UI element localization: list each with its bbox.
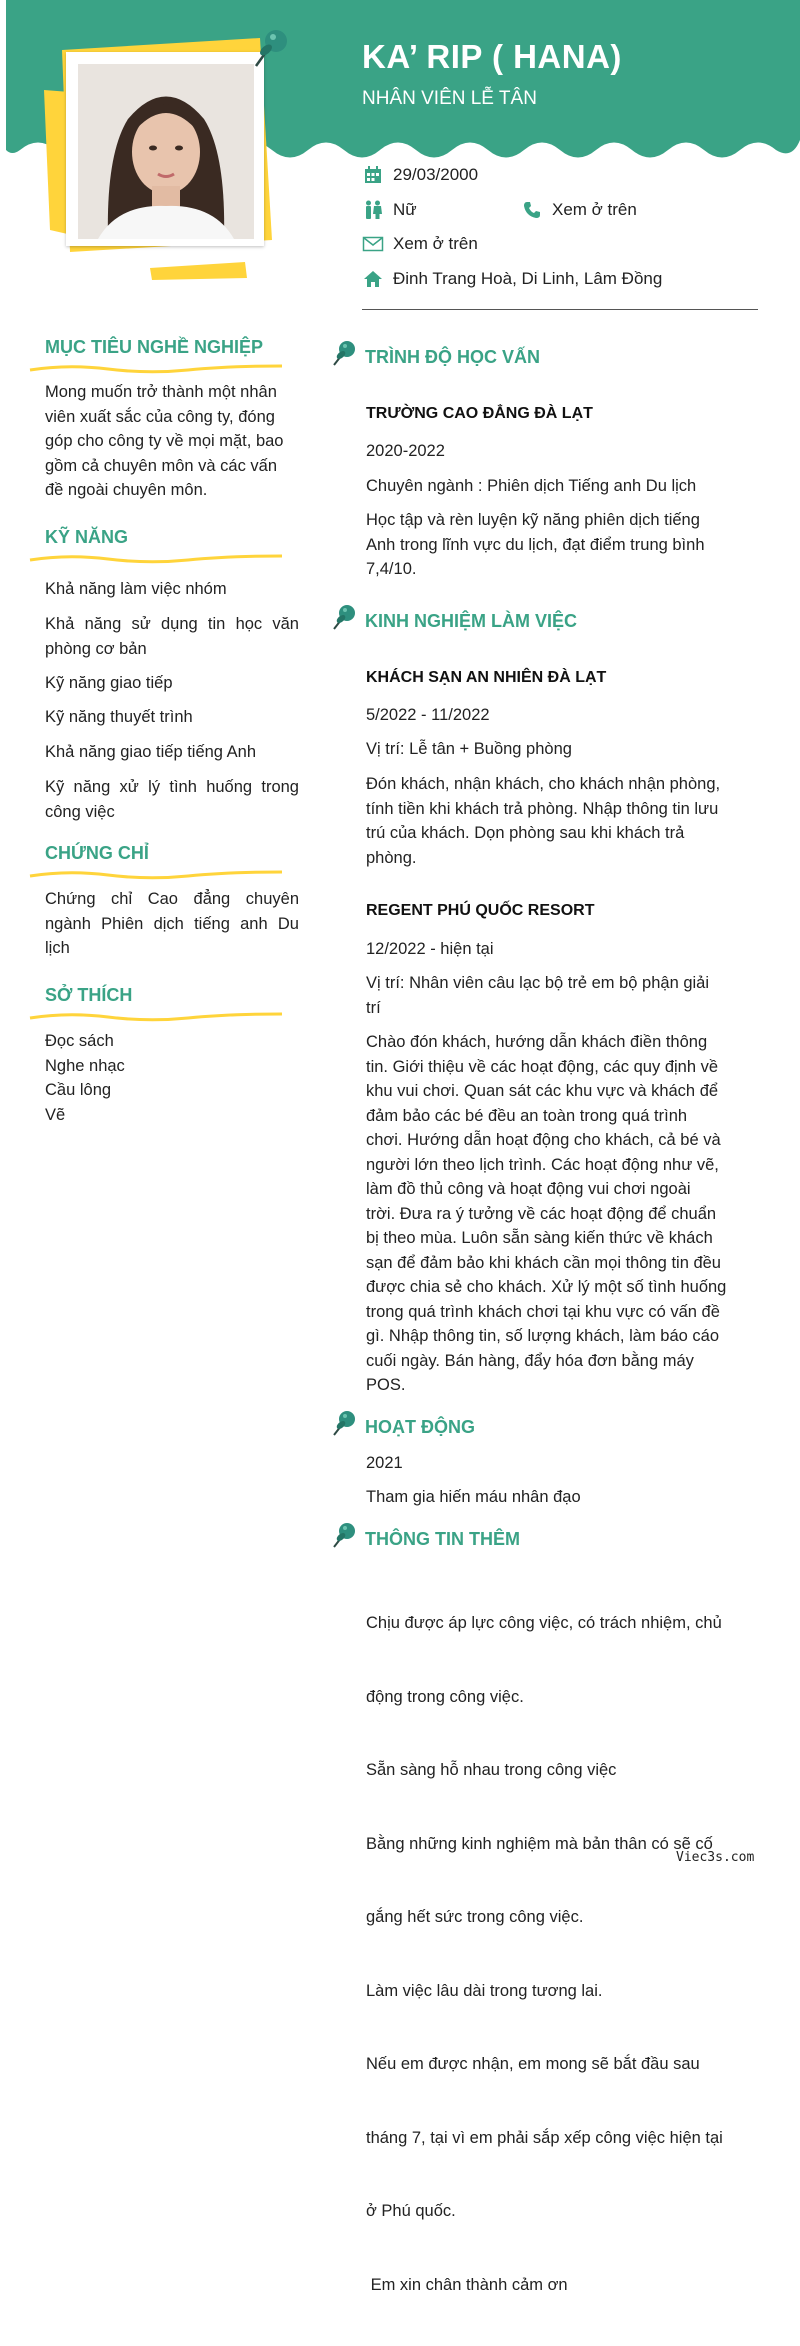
calendar-icon [362, 165, 384, 185]
footer-credit: Viec3s.com [676, 1850, 755, 1865]
certificates-underline [28, 868, 284, 882]
job-period: 5/2022 - 11/2022 [366, 706, 490, 724]
job-description: Đón khách, nhận khách, cho khách nhận phòng, tính tiền khi khách trả phòng. Nhập thông tin lưu trú của khách. Dọn phòng sau khi khách trả phòng. [366, 775, 721, 867]
hobbies-title: SỞ THÍCH [45, 985, 133, 1005]
skill-item: Kỹ năng giao tiếp [45, 674, 173, 692]
pushpin-icon [330, 1520, 358, 1550]
skill-item: Kỹ năng thuyết trình [45, 708, 193, 726]
activities-title: HOẠT ĐỘNG [365, 1417, 475, 1437]
job-period: 12/2022 - hiện tại [366, 940, 494, 958]
hobby-item: Đọc sách [45, 1032, 114, 1050]
objective-underline [28, 362, 284, 376]
pushpin-icon [330, 1408, 358, 1438]
skill-item: Kỹ năng xử lý tình huống trong công việc [45, 778, 299, 821]
skills-title: KỸ NĂNG [45, 527, 129, 547]
gender-icon [362, 200, 384, 220]
more-info-title: THÔNG TIN THÊM [365, 1529, 520, 1549]
home-icon [362, 269, 384, 289]
birthday: 29/03/2000 [362, 165, 478, 185]
phone-icon [521, 200, 543, 220]
skill-item: Khả năng sử dụng tin học văn phòng cơ bản [45, 615, 299, 658]
hobby-item: Cầu lông [45, 1081, 112, 1099]
hobbies-list [45, 1029, 299, 1127]
email: Xem ở trên [362, 234, 478, 254]
skill-item: Khả năng giao tiếp tiếng Anh [45, 743, 257, 761]
job-company: REGENT PHÚ QUỐC RESORT [366, 902, 595, 919]
school-name: TRƯỜNG CAO ĐẲNG ĐÀ LẠT [366, 405, 593, 422]
job-position: Vị trí: Nhân viên câu lạc bộ trẻ em bộ phận giải trí [366, 974, 710, 1017]
education-title: TRÌNH ĐỘ HỌC VẤN [365, 347, 540, 367]
skill-item: Khả năng làm việc nhóm [45, 580, 227, 598]
objective-text: Mong muốn trở thành một nhân viên xuất sắc của công ty, đóng góp cho công ty về mọi mặt, bao gồm cả chuyên môn và các vấn đề ngoài chuyên môn. [45, 383, 284, 499]
contact-divider [362, 309, 758, 310]
hobbies-underline [28, 1010, 284, 1024]
activity-year: 2021 [366, 1454, 403, 1472]
phone: Xem ở trên [521, 200, 637, 220]
pushpin-icon [330, 602, 358, 632]
pushpin-icon [330, 338, 358, 368]
education-major: Chuyên ngành : Phiên dịch Tiếng anh Du lịch [366, 477, 697, 495]
certificates-title: CHỨNG CHỈ [45, 843, 149, 863]
profile-photo [78, 64, 254, 239]
experience-title: KINH NGHIỆM LÀM VIỆC [365, 611, 578, 631]
hobby-item: Nghe nhạc [45, 1056, 125, 1075]
education-description: Học tập và rèn luyện kỹ năng phiên dịch tiếng Anh trong lĩnh vực du lịch, đạt điểm trung bình 7,4/10. [366, 511, 705, 578]
job-position: Vị trí: Lễ tân + Buồng phòng [366, 740, 572, 758]
more-info-text: Chịu được áp lực công việc, có trách nhiệm, chủ động trong công việc. Sẵn sàng hỗ nhau trong công việc Bằng những kinh nghiệm mà bản thân có sẽ cố gắng hết sức trong công việc. Làm việc lâu dài trong tương lai. Nếu em được nhận, em mong sẽ bắt đầu sau tháng 7, tại vì em phải sắp xếp công việc hiện tại ở Phú quốc. Em xin chân thành cảm ơn [366, 1614, 723, 2294]
mail-icon [362, 234, 384, 254]
objective-title: MỤC TIÊU NGHỀ NGHIỆP [45, 337, 264, 357]
certificates-text: Chứng chỉ Cao đẳng chuyên ngành Phiên dịch tiếng anh Du lịch [45, 890, 299, 957]
candidate-name: KA’ RIP ( HANA) [362, 38, 622, 75]
job-company: KHÁCH SẠN AN NHIÊN ĐÀ LẠT [366, 669, 607, 686]
pushpin-icon [250, 26, 290, 70]
activity-text: Tham gia hiến máu nhân đạo [366, 1488, 581, 1506]
job-title: NHÂN VIÊN LỄ TÂN [362, 88, 537, 109]
hobby-item: Vẽ [45, 1105, 66, 1124]
gender: Nữ [362, 200, 417, 220]
job-description: Chào đón khách, hướng dẫn khách điền thông tin. Giới thiệu về các hoạt động, các quy định về khu vui chơi. Quan sát các khu vực và khách để đảm bảo các bé đều an toàn trong quá trình chơi. Hướng dẫn hoạt động cho khách, cả bé và người lớn theo lịch trình. Các hoạt động như vẽ, làm đồ thủ công và hoạt động vui chơi ngoài trời. Đưa ra ý tưởng về các hoạt động để chuẩn bị theo mùa. Luôn sẵn sàng kiến thức về khách sạn để đảm bảo khi khách cần mọi thông tin đều được chia sẻ cho khách. Xử lý một số tình huống trong quá trình khách chơi tại khu vực có vấn đề gì. Nhập thông tin, số lượng khách, làm báo cáo cuối ngày. Bán hàng, đẩy hóa đơn bằng máy POS. [366, 1033, 727, 1394]
address: Đinh Trang Hoà, Di Linh, Lâm Đồng [362, 269, 662, 289]
education-period: 2020-2022 [366, 442, 445, 460]
skills-underline [28, 552, 284, 566]
